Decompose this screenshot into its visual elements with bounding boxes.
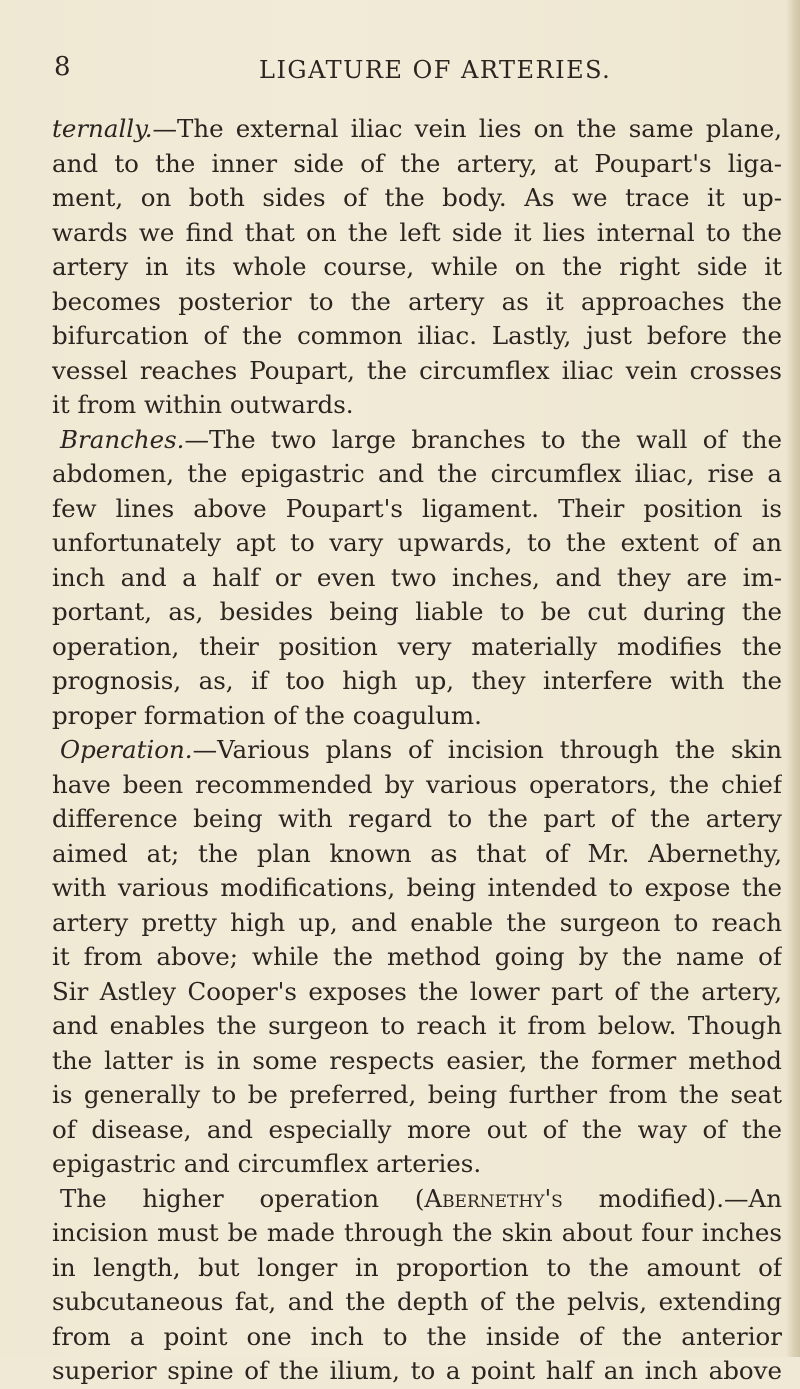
running-title: LIGATURE OF ARTERIES. <box>259 56 612 84</box>
text-line: few lines above Poupart's ligament. Their position is <box>52 493 782 523</box>
text-line: unfortunately apt to vary upwards, to the extent of an <box>52 528 782 557</box>
text-line: superior spine of the ilium, to a point half an inch above <box>52 1356 782 1385</box>
text-line: and enables the surgeon to reach it from below. Though <box>52 1011 782 1040</box>
text-line: vessel reaches Poupart, the circumflex iliac vein crosses <box>52 355 782 385</box>
line-text: The higher operation ( <box>60 1183 425 1213</box>
text-line: have been recommended by various operators, the chief <box>52 769 782 799</box>
text-line: incision must be made through the skin about four inches <box>52 1218 782 1247</box>
text-line <box>52 423 782 458</box>
text-line: epigastric and circumflex arteries. <box>52 1149 482 1178</box>
text-line: it from within outwards. <box>52 390 354 419</box>
text-line: operation, their position very materially modifies the <box>52 631 782 661</box>
text-line <box>52 733 782 768</box>
text-line: it from above; while the method going by the name of <box>52 942 782 971</box>
section-term: ternally. <box>52 114 153 143</box>
section-heading-operation: Operation. <box>60 735 193 764</box>
text-line: in length, but longer in proportion to the amount of <box>52 1252 782 1282</box>
line-text: modified).—An <box>562 1183 782 1213</box>
page-edge-shadow <box>786 0 800 1357</box>
text-line: Sir Astley Cooper's exposes the lower part of the artery, <box>52 976 782 1006</box>
text-line: difference being with regard to the part of the artery <box>52 804 782 833</box>
text-line: ment, on both sides of the body. As we trace it up- <box>52 183 782 212</box>
text-line: subcutaneous fat, and the depth of the pelvis, extending <box>52 1287 782 1316</box>
body-text <box>52 112 782 1389</box>
text-line: bifurcation of the common iliac. Lastly, just before the <box>52 321 782 350</box>
text-line: abdomen, the epigastric and the circumflex iliac, rise a <box>52 459 782 488</box>
text-line <box>52 1182 782 1217</box>
text-line: the latter is in some respects easier, the former method <box>52 1045 782 1075</box>
text-line: of disease, and especially more out of the way of the <box>52 1114 782 1144</box>
text-line: with various modifications, being intended to expose the <box>52 873 782 902</box>
page-header <box>0 50 800 90</box>
surgeon-name: Abernethy's <box>424 1183 563 1213</box>
text-line: aimed at; the plan known as that of Mr. Abernethy, <box>52 838 782 868</box>
text-line: wards we find that on the left side it lies internal to the <box>52 217 782 247</box>
line-text: —The external iliac vein lies on the same plane, <box>152 114 782 143</box>
line-text: —The two large branches to the wall of the <box>184 424 782 454</box>
text-line: and to the inner side of the artery, at Poupart's liga- <box>52 148 782 178</box>
text-line: artery pretty high up, and enable the surgeon to reach <box>52 907 782 937</box>
text-line: artery in its whole course, while on the right side it <box>52 252 782 281</box>
line-text: —Various plans of incision through the skin <box>192 735 782 764</box>
text-line: prognosis, as, if too high up, they interfere with the <box>52 666 782 695</box>
text-line: becomes posterior to the artery as it approaches the <box>52 286 782 316</box>
text-line: inch and a half or even two inches, and they are im- <box>52 562 782 592</box>
text-line: proper formation of the coagulum. <box>52 700 482 730</box>
text-line: portant, as, besides being liable to be cut during the <box>52 597 782 626</box>
text-line: from a point one inch to the inside of the anterior <box>52 1321 782 1351</box>
section-heading-branches: Branches. <box>60 424 185 454</box>
text-line <box>52 112 782 147</box>
text-line: is generally to be preferred, being further from the seat <box>52 1080 782 1109</box>
page-number: 8 <box>54 52 72 82</box>
